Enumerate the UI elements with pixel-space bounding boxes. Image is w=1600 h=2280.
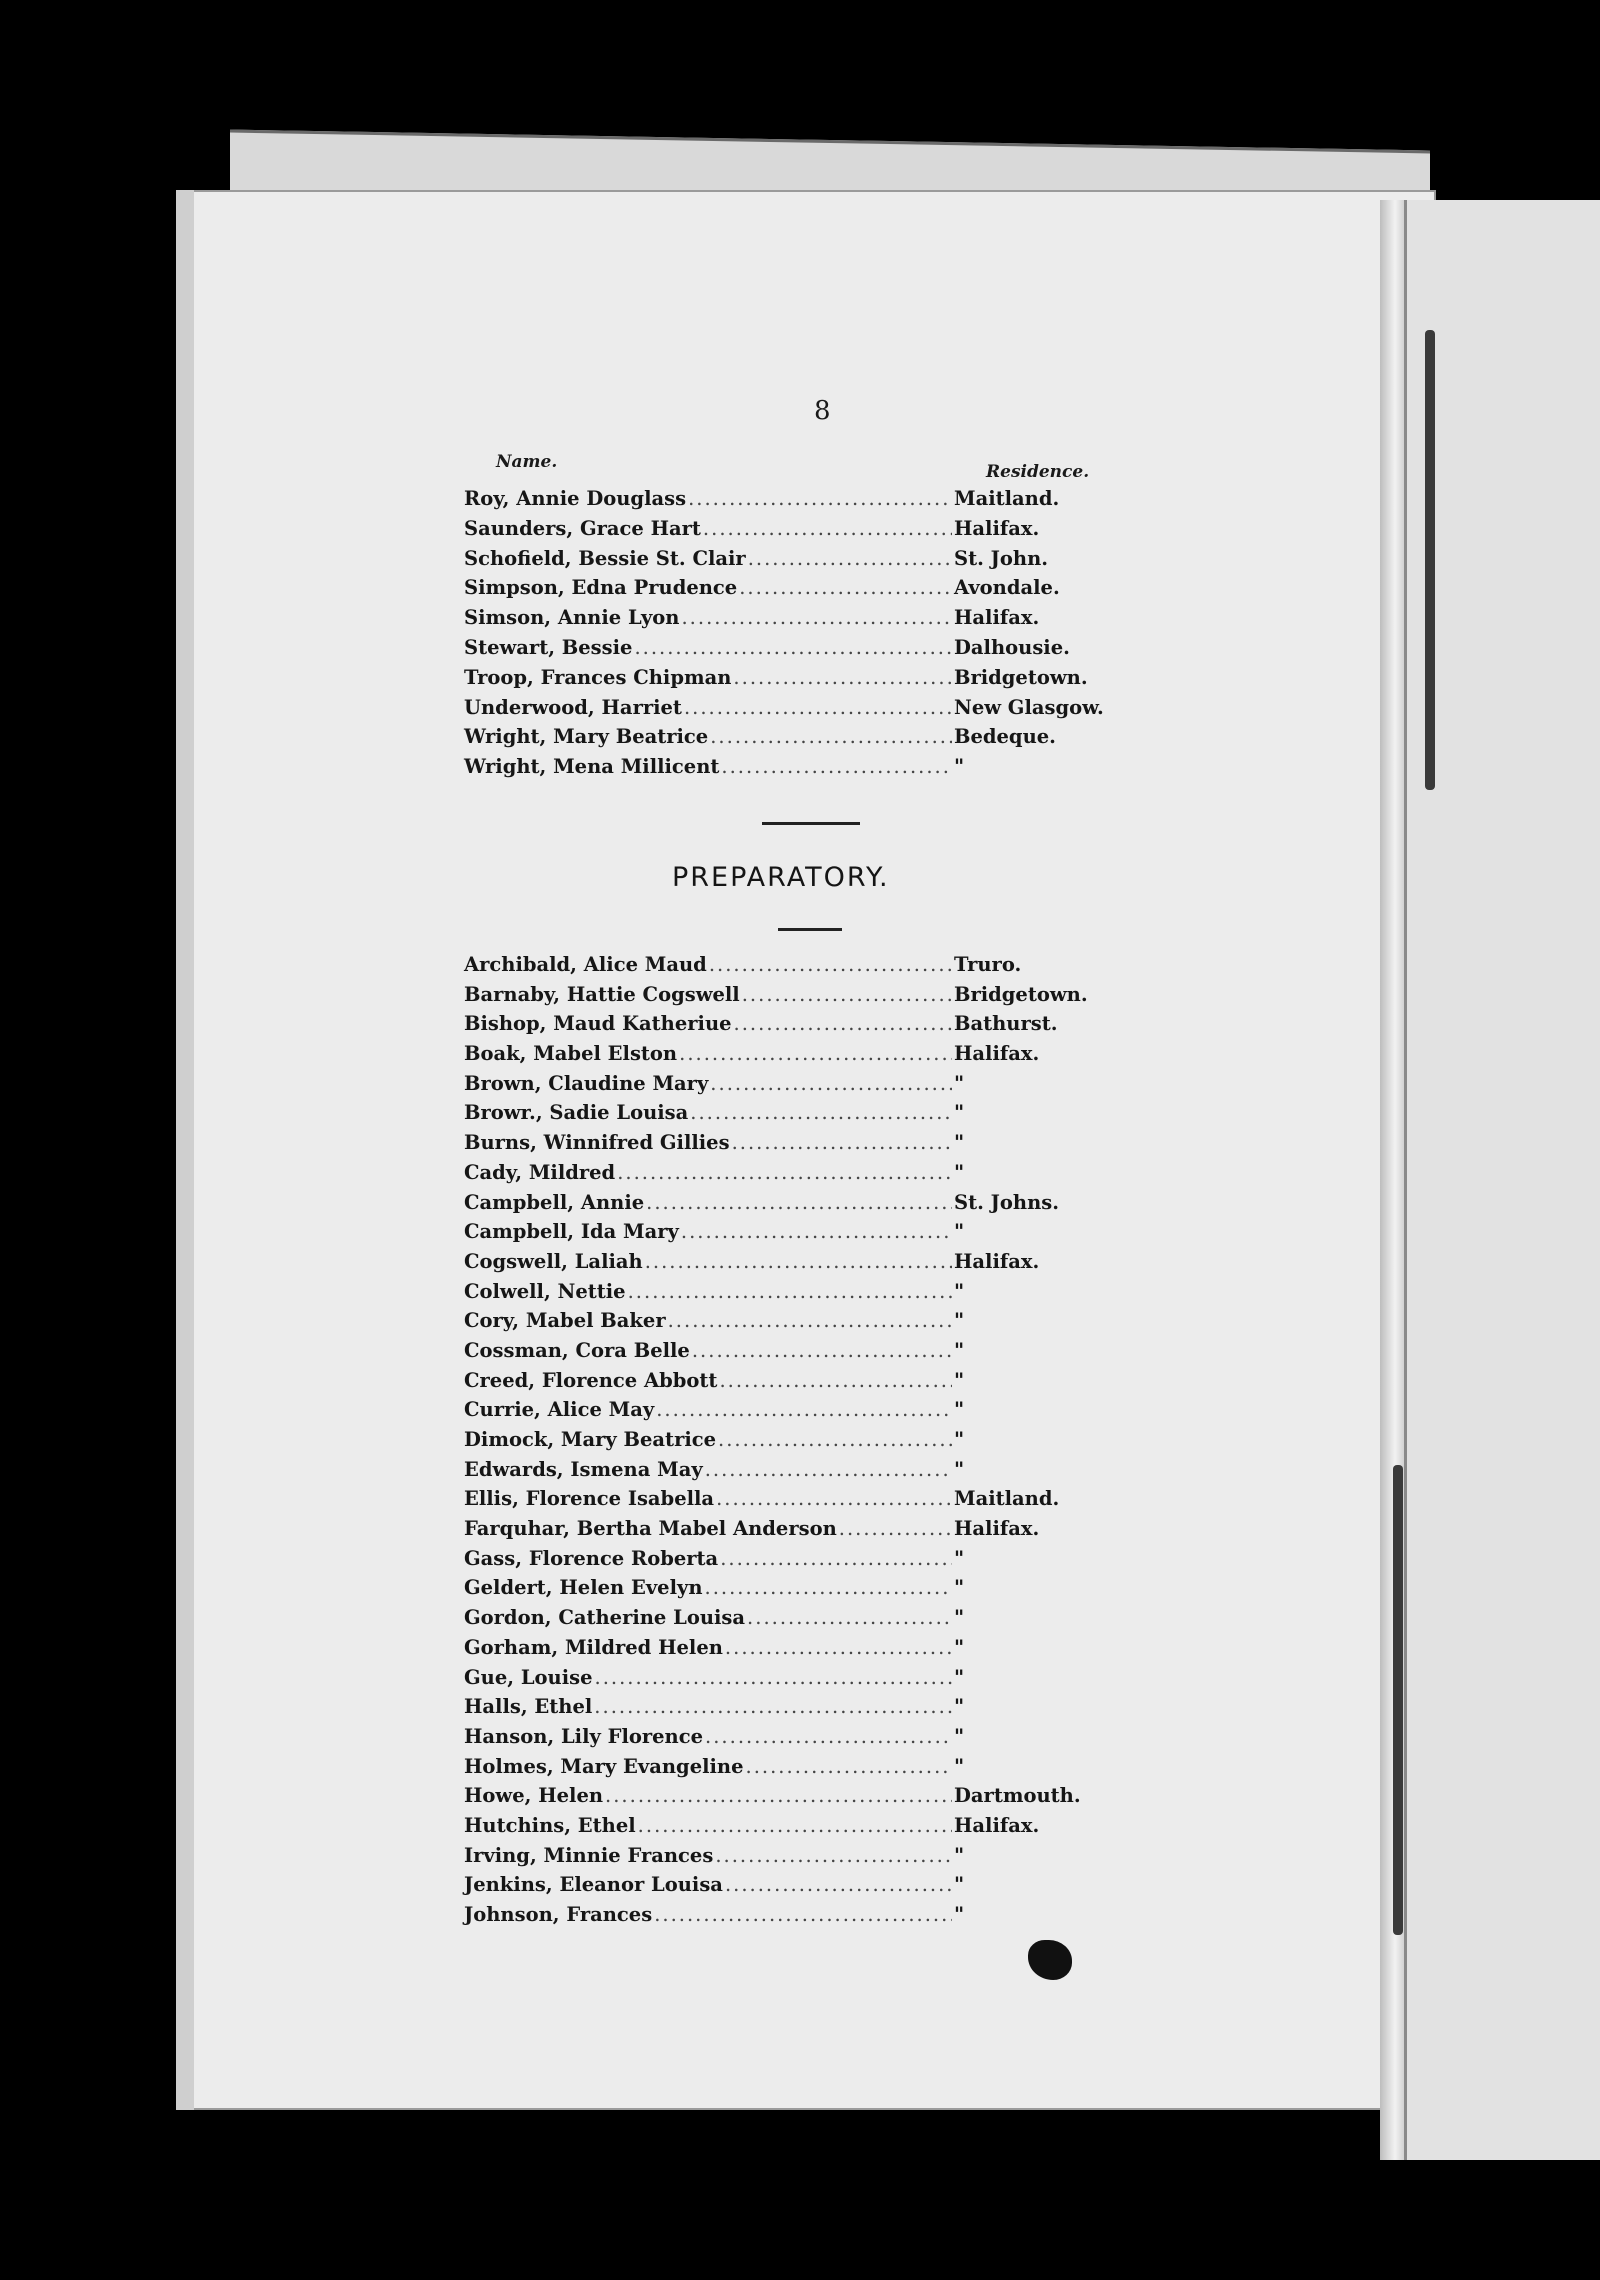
student-name: Saunders, Grace Hart [464, 516, 701, 540]
student-residence: " [954, 1338, 965, 1362]
student-residence: Bridgetown. [954, 982, 1088, 1006]
student-name: Wright, Mary Beatrice [464, 725, 709, 749]
leader-dots [617, 1158, 952, 1188]
list-item [464, 1870, 1104, 1900]
leader-dots [739, 573, 952, 603]
list-item [464, 693, 1104, 723]
list-item [464, 1039, 1104, 1069]
section-divider-rule [762, 822, 860, 825]
column-header-residence: Residence. [986, 462, 1090, 482]
leader-dots [705, 1722, 952, 1752]
list-item [464, 1069, 1104, 1099]
leader-dots [710, 722, 952, 752]
student-residence: Halifax. [954, 1517, 1040, 1541]
leader-dots [690, 1098, 952, 1128]
list-item [464, 1781, 1104, 1811]
student-residence: Bathurst. [954, 1012, 1058, 1036]
student-name: Stewart, Bessie [464, 635, 633, 659]
leader-dots [734, 1009, 952, 1039]
page-left-edge [176, 190, 194, 2110]
binding-stitch-lower [1393, 1465, 1403, 1935]
student-name: Simson, Annie Lyon [464, 606, 680, 630]
student-residence: " [954, 1635, 965, 1659]
student-name: Edwards, Ismena May [464, 1457, 703, 1481]
student-residence: " [954, 1428, 965, 1451]
student-name: Creed, Florence Abbott [464, 1368, 718, 1392]
student-name: Howe, Helen [464, 1784, 604, 1808]
student-name: Barnaby, Hattie Cogswell [464, 982, 740, 1006]
leader-dots [654, 1900, 952, 1930]
list-item [464, 1009, 1104, 1039]
list-item [464, 514, 1104, 544]
student-residence: " [954, 1457, 965, 1481]
list-item [464, 1366, 1104, 1396]
student-name: Cady, Mildred [464, 1160, 616, 1184]
student-residence: Halifax. [954, 516, 1040, 540]
list-item [464, 1692, 1104, 1722]
student-residence: Maitland. [954, 487, 1060, 510]
leader-dots [742, 980, 952, 1010]
student-name: Hanson, Lily Florence [464, 1724, 704, 1748]
list-item [464, 1603, 1104, 1633]
list-item [464, 950, 1104, 980]
student-name: Currie, Alice May [464, 1398, 655, 1422]
leader-dots [747, 1603, 952, 1633]
leader-dots [684, 693, 952, 723]
leader-dots [705, 1573, 953, 1603]
page-number: 8 [814, 396, 831, 426]
leader-dots [716, 1484, 952, 1514]
list-item [464, 1395, 1104, 1425]
student-residence: " [954, 1903, 965, 1926]
student-residence: Dartmouth. [954, 1784, 1081, 1808]
student-residence: " [954, 1220, 965, 1244]
student-residence: " [954, 1695, 965, 1719]
student-residence: " [954, 1368, 965, 1392]
list-item [464, 1573, 1104, 1603]
leader-dots [725, 1870, 952, 1900]
list-item [464, 544, 1104, 574]
student-residence: " [954, 1071, 965, 1095]
student-residence: Halifax. [954, 1042, 1040, 1066]
leader-dots [746, 1752, 953, 1782]
list-item [464, 1247, 1104, 1277]
leader-dots [715, 1841, 952, 1871]
leader-dots [681, 603, 952, 633]
student-name: Wright, Mena Millicent [464, 755, 720, 779]
student-name: Schofield, Bessie St. Clair [464, 546, 746, 570]
list-item [464, 1722, 1104, 1752]
student-name: Gorham, Mildred Helen [464, 1635, 723, 1659]
section-title-underline [778, 928, 842, 931]
leader-dots [668, 1306, 952, 1336]
student-residence: Bridgetown. [954, 665, 1088, 689]
student-residence: " [954, 1398, 965, 1422]
student-name: Holmes, Mary Evangeline [464, 1754, 744, 1778]
student-name: Ellis, Florence Isabella [464, 1487, 715, 1511]
student-residence: Halifax. [954, 1249, 1040, 1273]
student-name: Archibald, Alice Maud [464, 953, 707, 976]
student-name: Campbell, Ida Mary [464, 1220, 679, 1244]
leader-dots [705, 1455, 952, 1485]
list-item [464, 1336, 1104, 1366]
student-name: Gue, Louise [464, 1665, 593, 1689]
student-residence: " [954, 1101, 965, 1125]
leader-dots [634, 633, 952, 663]
leader-dots [595, 1663, 952, 1693]
student-residence: Truro. [954, 953, 1022, 976]
student-residence: St. John. [954, 546, 1049, 570]
list-item [464, 1188, 1104, 1218]
student-residence: " [954, 1724, 965, 1748]
list-item [464, 1752, 1104, 1782]
leader-dots [628, 1277, 952, 1307]
leader-dots [725, 1633, 952, 1663]
leader-dots [709, 950, 952, 980]
leader-dots [646, 1188, 952, 1218]
student-name: Underwood, Harriet [464, 695, 682, 719]
student-name: Boak, Mabel Elston [464, 1042, 678, 1066]
list-item [464, 663, 1104, 693]
list-item [464, 1900, 1104, 1930]
student-name: Johnson, Frances [464, 1903, 653, 1926]
list-item [464, 1841, 1104, 1871]
student-residence: " [954, 1873, 965, 1897]
student-residence: New Glasgow. [954, 695, 1104, 719]
student-name: Troop, Frances Chipman [464, 665, 732, 689]
student-residence: " [954, 1546, 965, 1570]
leader-dots [732, 1128, 952, 1158]
student-residence: St. Johns. [954, 1190, 1060, 1214]
student-name: Simpson, Edna Prudence [464, 576, 738, 600]
student-name: Farquhar, Bertha Mabel Anderson [464, 1517, 837, 1541]
student-residence: Maitland. [954, 1487, 1060, 1511]
student-residence: " [954, 1606, 965, 1630]
leader-dots [710, 1069, 952, 1099]
student-name: Browr., Sadie Louisa [464, 1101, 689, 1125]
leader-dots [688, 484, 952, 514]
list-item [464, 1484, 1104, 1514]
list-item [464, 573, 1104, 603]
section-title: PREPARATORY. [672, 862, 890, 893]
student-name: Cossman, Cora Belle [464, 1338, 690, 1362]
column-header-name: Name. [496, 452, 558, 472]
student-name: Irving, Minnie Frances [464, 1843, 714, 1867]
student-list-top [464, 484, 1104, 782]
student-residence: " [954, 1309, 965, 1333]
leader-dots [679, 1039, 952, 1069]
student-name: Cory, Mabel Baker [464, 1309, 666, 1333]
student-name: Burns, Winnifred Gillies [464, 1131, 730, 1155]
list-item [464, 1455, 1104, 1485]
list-item [464, 1128, 1104, 1158]
leader-dots [656, 1395, 952, 1425]
list-item [464, 1544, 1104, 1574]
list-item [464, 1514, 1104, 1544]
student-residence: " [954, 1131, 965, 1155]
student-residence: Halifax. [954, 1813, 1040, 1837]
student-residence: Bedeque. [954, 725, 1056, 749]
student-name: Halls, Ethel [464, 1695, 593, 1719]
student-name: Dimock, Mary Beatrice [464, 1428, 717, 1451]
student-name: Bishop, Maud Katheriue [464, 1012, 732, 1036]
student-name: Geldert, Helen Evelyn [464, 1576, 703, 1600]
student-list-preparatory [464, 950, 1104, 1930]
student-name: Roy, Annie Douglass [464, 487, 687, 510]
list-item [464, 603, 1104, 633]
list-item [464, 1277, 1104, 1307]
student-residence: " [954, 1160, 965, 1184]
student-residence: " [954, 1754, 965, 1778]
student-residence: Halifax. [954, 606, 1040, 630]
student-name: Gordon, Catherine Louisa [464, 1606, 746, 1630]
list-item [464, 1098, 1104, 1128]
list-item [464, 1633, 1104, 1663]
student-name: Cogswell, Laliah [464, 1249, 643, 1273]
leader-dots [720, 1544, 952, 1574]
student-name: Hutchins, Ethel [464, 1813, 636, 1837]
list-item [464, 1663, 1104, 1693]
student-residence: " [954, 1665, 965, 1689]
student-residence: " [954, 755, 965, 779]
list-item [464, 1217, 1104, 1247]
leader-dots [645, 1247, 952, 1277]
list-item [464, 722, 1104, 752]
student-residence: " [954, 1843, 965, 1867]
student-residence: " [954, 1279, 965, 1303]
student-residence: Dalhousie. [954, 635, 1070, 659]
leader-dots [718, 1425, 952, 1455]
leader-dots [733, 663, 952, 693]
leader-dots [748, 544, 952, 574]
list-item [464, 1158, 1104, 1188]
leader-dots [839, 1514, 952, 1544]
binding-stitch-upper [1425, 330, 1435, 790]
list-item [464, 980, 1104, 1010]
list-item [464, 752, 1104, 782]
leader-dots [692, 1336, 952, 1366]
leader-dots [605, 1781, 952, 1811]
student-name: Campbell, Annie [464, 1190, 645, 1214]
student-name: Gass, Florence Roberta [464, 1546, 719, 1570]
leader-dots [594, 1692, 952, 1722]
list-item [464, 1425, 1104, 1455]
leader-dots [681, 1217, 952, 1247]
leader-dots [721, 752, 952, 782]
list-item [464, 1811, 1104, 1841]
student-name: Colwell, Nettie [464, 1279, 626, 1303]
student-residence: Avondale. [954, 576, 1060, 600]
list-item [464, 1306, 1104, 1336]
leader-dots [638, 1811, 952, 1841]
leader-dots [703, 514, 952, 544]
student-residence: " [954, 1576, 965, 1600]
student-name: Jenkins, Eleanor Louisa [464, 1873, 723, 1897]
student-name: Brown, Claudine Mary [464, 1071, 709, 1095]
list-item [464, 633, 1104, 663]
list-item [464, 484, 1104, 514]
leader-dots [719, 1366, 952, 1396]
